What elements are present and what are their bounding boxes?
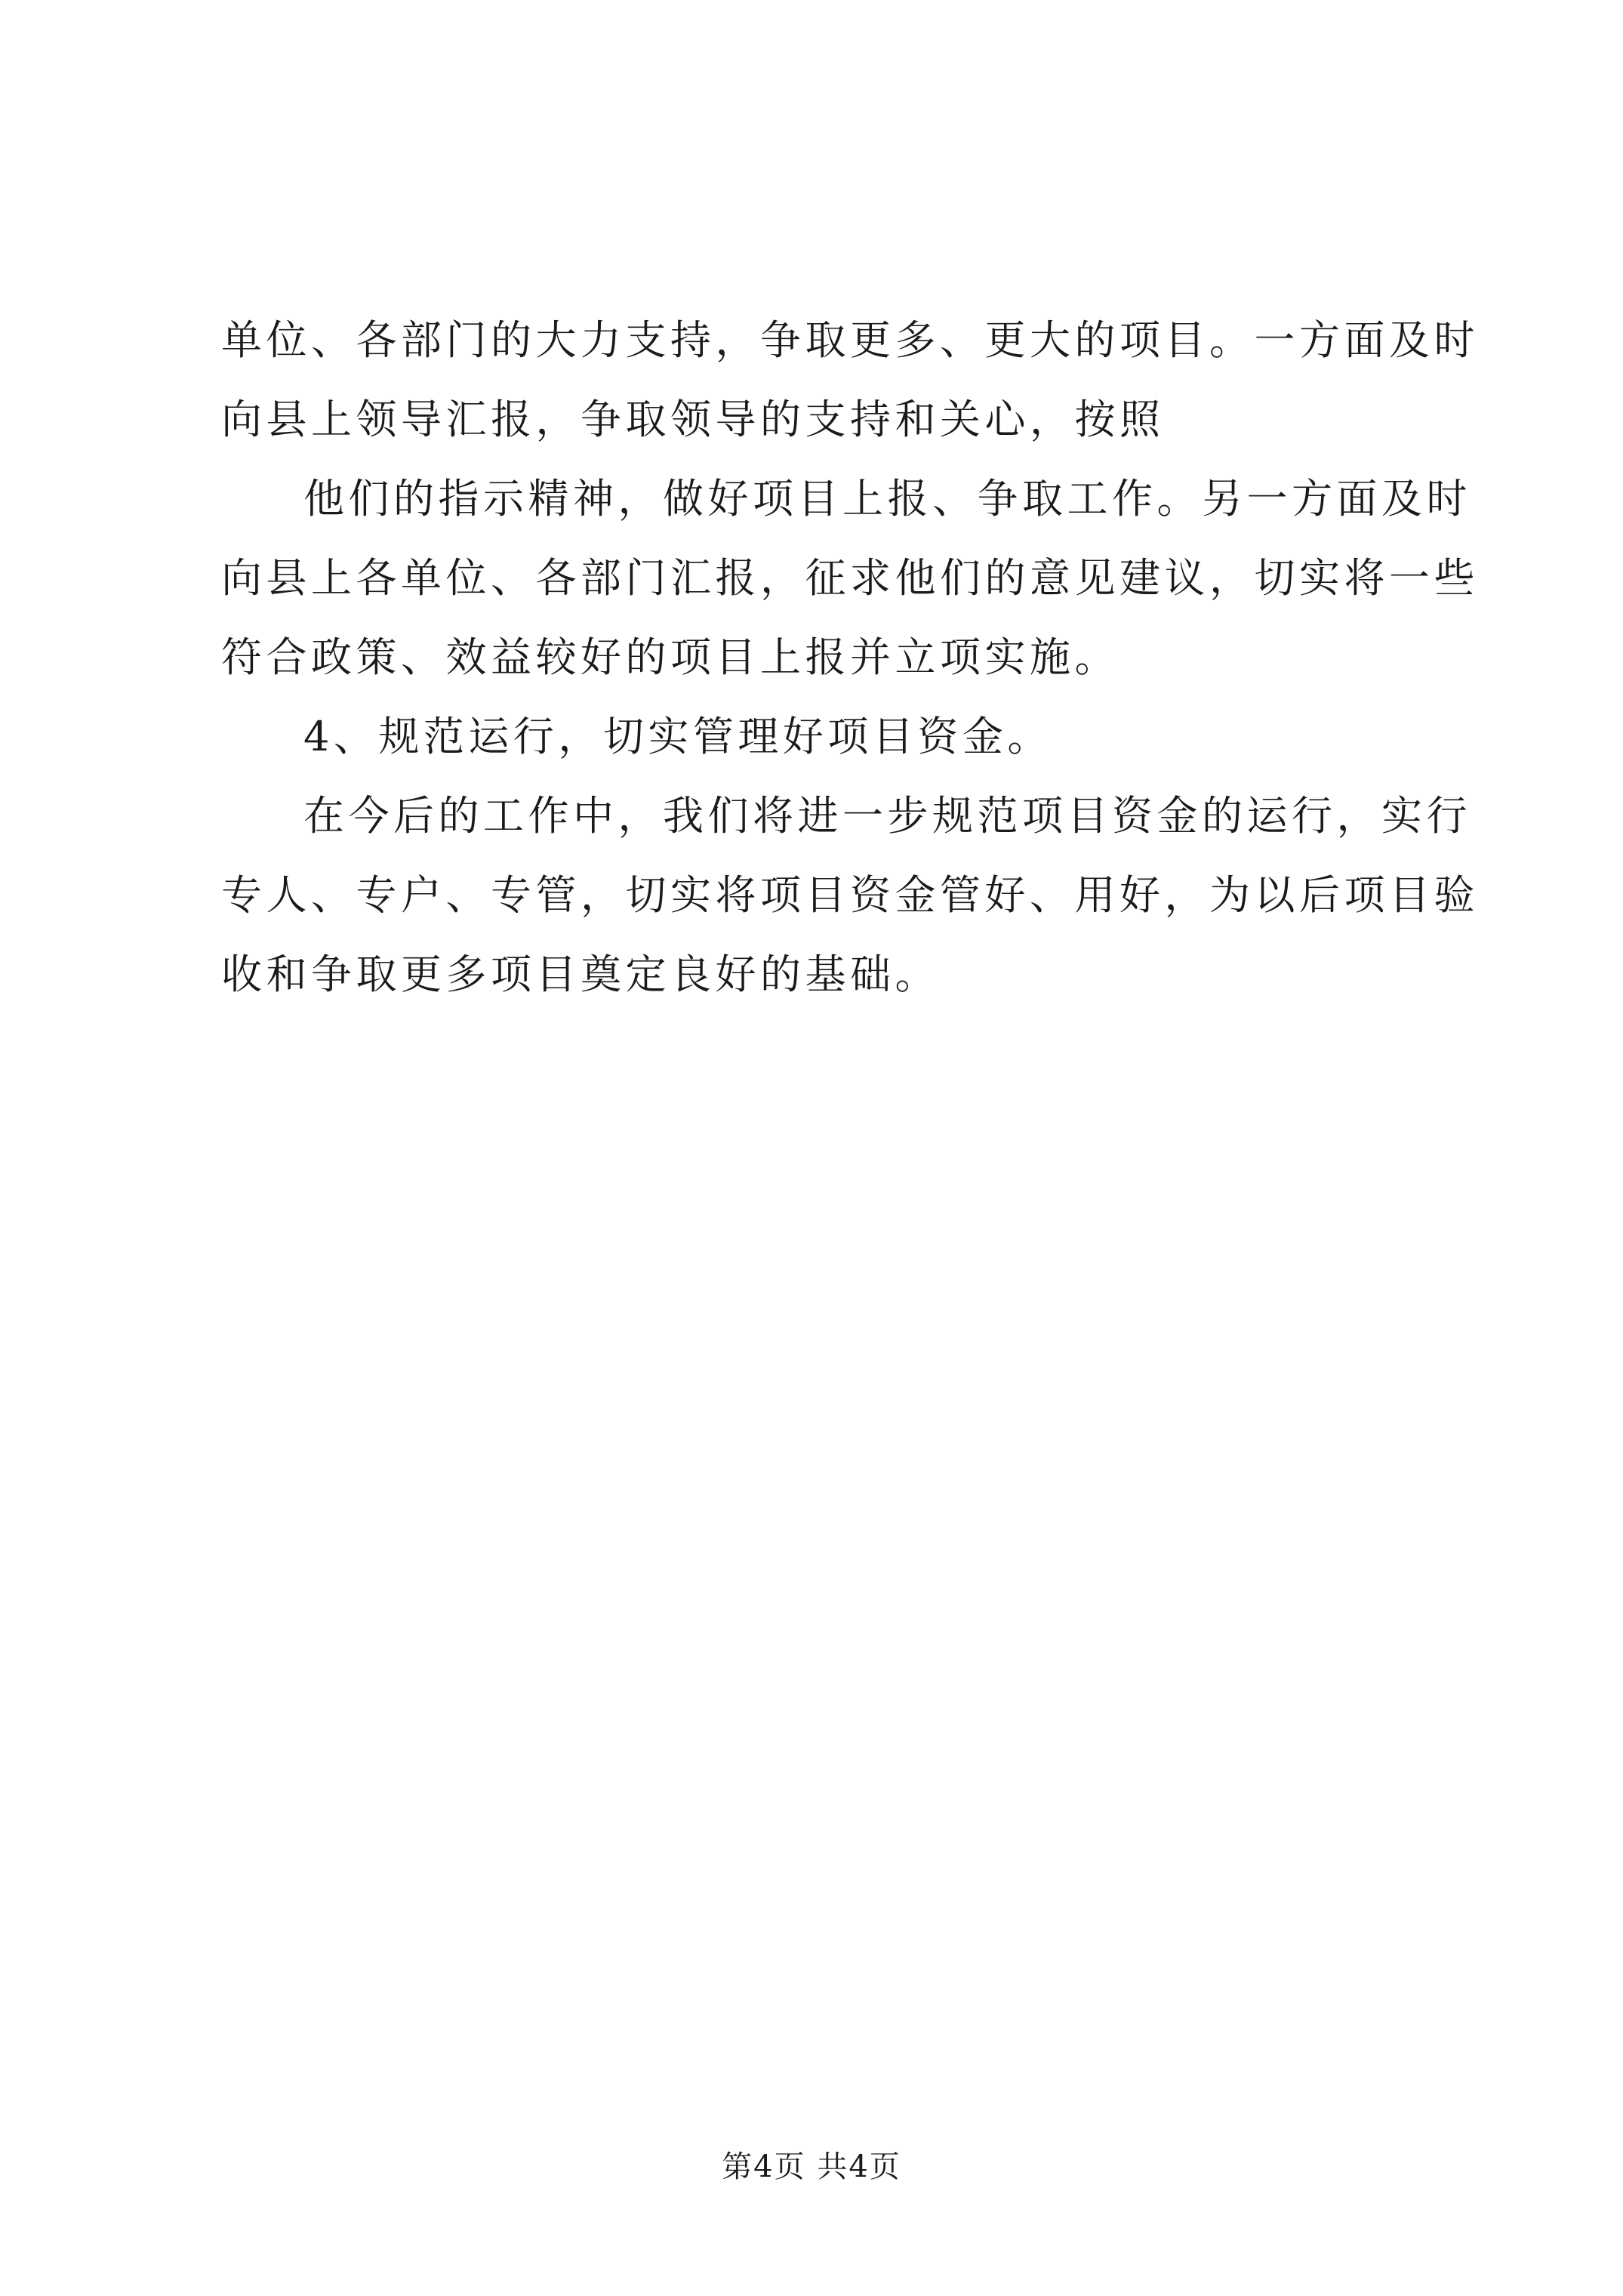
body-text bbox=[221, 300, 1479, 1014]
text-line: 符合政策、效益较好的项目上报并立项实施。 bbox=[221, 633, 1119, 681]
text-line: 专人、专户、专管，切实将项目资金管好、用好，为以后项目验 bbox=[221, 871, 1479, 919]
paragraph-start-line: 他们的指示精神，做好项目上报、争取工作。另一方面及时 bbox=[303, 475, 1471, 522]
paragraph-start-line: 在今后的工作中，我们将进一步规范项目资金的运行，实行 bbox=[303, 792, 1471, 840]
section-heading: 4、规范运行，切实管理好项目资金。 bbox=[303, 713, 1052, 760]
text-line: 向县上各单位、各部门汇报，征求他们的意见建议，切实将一些 bbox=[221, 554, 1479, 602]
page-footer: 第4页 共4页 bbox=[722, 2150, 901, 2184]
text-line: 单位、各部门的大力支持，争取更多、更大的项目。一方面及时 bbox=[221, 316, 1479, 364]
text-line: 向县上领导汇报，争取领导的支持和关心，按照 bbox=[221, 396, 1165, 443]
text-line: 收和争取更多项目奠定良好的基础。 bbox=[221, 951, 940, 998]
